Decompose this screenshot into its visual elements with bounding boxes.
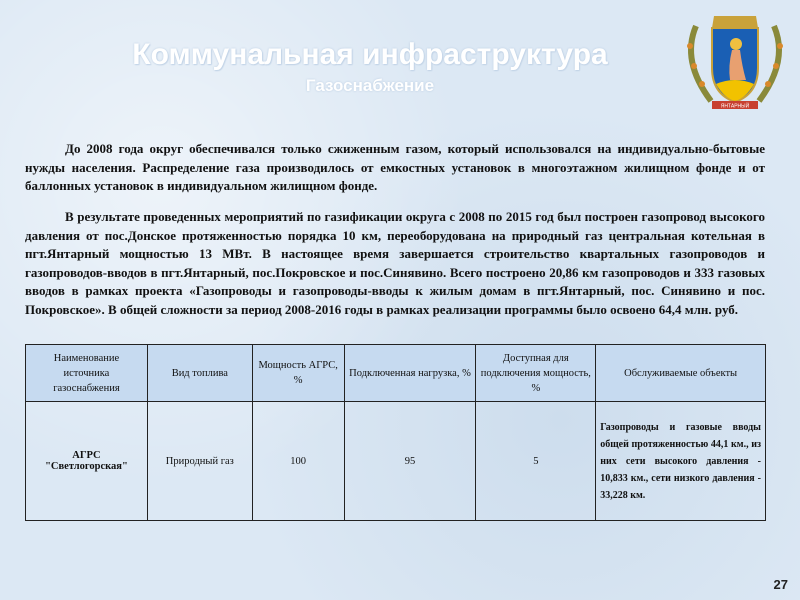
table-row (26, 402, 766, 521)
column-header: Доступная для подключения мощность, % (476, 345, 596, 402)
intro-paragraph: До 2008 года округ обеспечивался только сжиженным газом, который использовался на индивидуально-бытовые нужды населения. Распределение газа производилось от емкостных установок в многоэтажном жилищном фонде и от баллонных установок в индивидуальном жилищном фонде. (25, 141, 765, 193)
results-paragraph: В результате проведенных мероприятий по газификации округа с 2008 по 2015 год был построен газопровод высокого давления от пос.Донское протяженностью порядка 10 км, переоборудована на природный газ центральная котельная в пгт.Янтарный мощностью 13 МВт. В настоящее время завершается строительство квартальных газопроводов и газопроводов-вводов в пгт.Янтарный, пос.Покровское и пос.Синявино. Всего построено 20,86 км газопроводов и 333 газовых вводов в рамках проекта «Газопроводы и газопроводы-вводы к жилым домам в пгт.Янтарный, пос. Синявино и пос. Покровское». В общей сложности за период 2008-2016 годы в рамках реализации программы было освоено 64,4 млн. руб. (25, 209, 765, 317)
page-number: 27 (773, 577, 788, 592)
column-header: Мощность АГРС, % (252, 345, 344, 402)
coat-of-arms-icon (676, 6, 794, 114)
table-header-row (26, 345, 766, 402)
slide-title: Коммунальная инфраструктура (132, 38, 608, 71)
fuel-cell: Природный газ (147, 402, 252, 521)
column-header: Обслуживаемые объекты (596, 345, 766, 402)
svg-text:ЯНТАРНЫЙ: ЯНТАРНЫЙ (720, 103, 750, 110)
capacity-cell: 100 (252, 402, 344, 521)
column-header: Подключенная нагрузка, % (344, 345, 476, 402)
gas-supply-table (25, 344, 766, 521)
available-cell: 5 (476, 402, 596, 521)
column-header: Вид топлива (147, 345, 252, 402)
objects-cell: Газопроводы и газовые вводы общей протяженностью 44,1 км., из них сети высокого давления - 10,833 км., сети низкого давления - 33,228 км. (596, 402, 766, 521)
slide-subtitle: Газоснабжение (305, 76, 435, 95)
source-cell: АГРС "Светлогорская" (26, 402, 148, 521)
load-cell: 95 (344, 402, 476, 521)
column-header: Наименование источника газоснабжения (26, 345, 148, 402)
